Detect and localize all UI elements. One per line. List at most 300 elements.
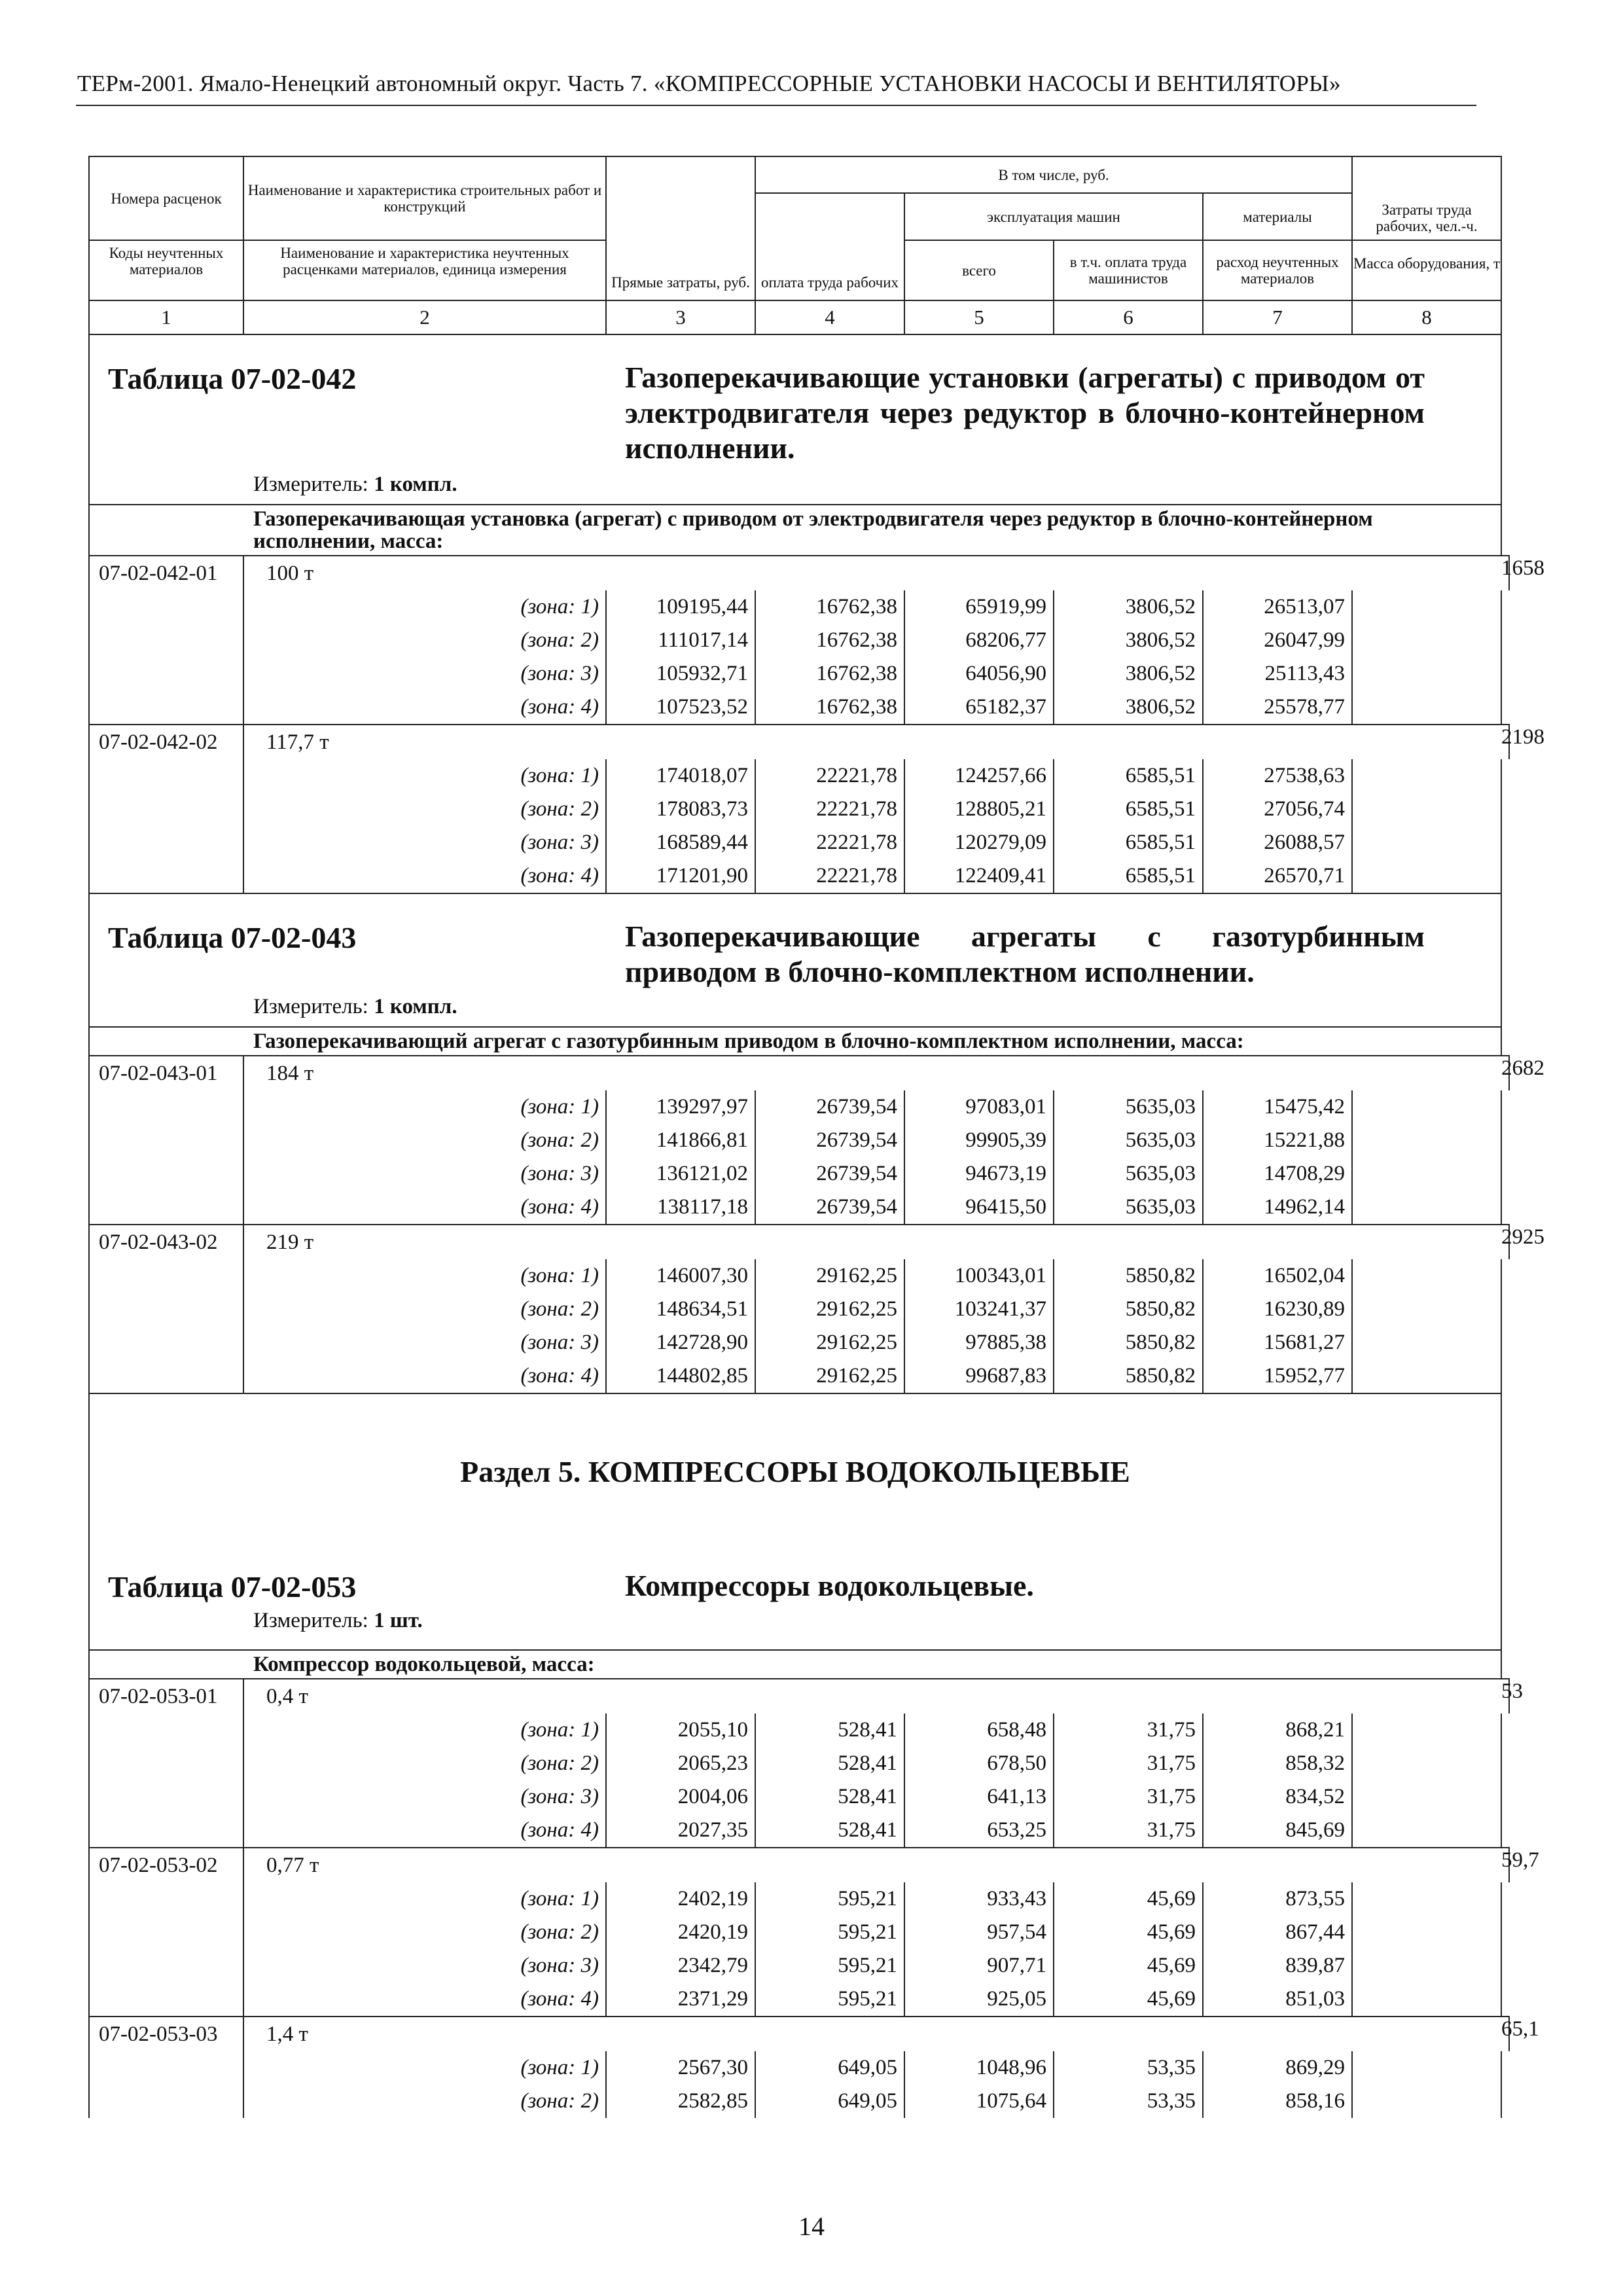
machine-operator-cost: 45,69 [1054, 1882, 1203, 1916]
unit-label: Измеритель: [253, 1609, 368, 1632]
header-rule [76, 105, 1476, 106]
machine-cost: 933,43 [904, 1882, 1054, 1916]
labor-hours-cell [1352, 1814, 1501, 1848]
machine-cost: 65182,37 [904, 691, 1054, 725]
machine-operator-cost: 6585,51 [1054, 859, 1203, 893]
rate-code: 07-02-053-03 [89, 2017, 243, 2118]
table-title-row [89, 1393, 1509, 1650]
zone-label: (зона: 2) [243, 1293, 606, 1326]
labor-hours-cell [1352, 1916, 1501, 1949]
direct-cost: 139297,97 [606, 1090, 755, 1124]
zone-label: (зона: 2) [243, 624, 606, 657]
zone-row [89, 624, 1509, 657]
machine-cost: 653,25 [904, 1814, 1054, 1848]
table-title-block [90, 335, 1501, 504]
direct-cost: 146007,30 [606, 1259, 755, 1293]
materials-cost: 15221,88 [1203, 1124, 1352, 1157]
header-col2-top: Наименование и характеристика строительных работ и конструкций [243, 156, 606, 240]
rate-code: 07-02-043-01 [89, 1056, 243, 1225]
materials-cost: 25578,77 [1203, 691, 1352, 725]
zone-row [89, 759, 1509, 793]
equipment-mass: 65,1 [1501, 2017, 1509, 2051]
zone-row [89, 826, 1509, 859]
machine-operator-cost: 31,75 [1054, 1747, 1203, 1780]
rate-code: 07-02-053-02 [89, 1848, 243, 2017]
labor-cost: 26739,54 [755, 1191, 904, 1225]
table-row [89, 1848, 1509, 1882]
zone-label: (зона: 3) [243, 1326, 606, 1359]
zone-label: (зона: 1) [243, 1882, 606, 1916]
zone-row [89, 691, 1509, 725]
rate-mass-label: 117,7 т [266, 730, 329, 754]
direct-cost: 111017,14 [606, 624, 755, 657]
header-col1-bottom: Коды неучтенных материалов [89, 240, 243, 300]
direct-cost: 136121,02 [606, 1157, 755, 1191]
zone-row [89, 1982, 1509, 2017]
group-row [89, 1027, 1509, 1056]
rate-mass-label: 1,4 т [266, 2022, 308, 2046]
rate-mass-label: 184 т [266, 1062, 314, 1085]
direct-cost: 2402,19 [606, 1882, 755, 1916]
labor-hours-cell [1352, 1713, 1501, 1747]
zone-row [89, 793, 1509, 826]
table-title-row [89, 893, 1509, 1027]
column-number: 7 [1203, 300, 1352, 334]
header-materials: материалы [1203, 193, 1352, 240]
zone-row [89, 1124, 1509, 1157]
machine-cost: 100343,01 [904, 1259, 1054, 1293]
direct-cost: 174018,07 [606, 759, 755, 793]
direct-cost: 107523,52 [606, 691, 755, 725]
materials-cost: 868,21 [1203, 1713, 1352, 1747]
zone-label: (зона: 2) [243, 1124, 606, 1157]
labor-cost: 16762,38 [755, 624, 904, 657]
zone-label: (зона: 1) [243, 1713, 606, 1747]
equipment-mass: 2198 [1501, 725, 1509, 759]
labor-hours-cell [1352, 1326, 1501, 1359]
labor-hours-cell [1352, 1882, 1501, 1916]
labor-cost: 22221,78 [755, 793, 904, 826]
machine-cost: 94673,19 [904, 1157, 1054, 1191]
zone-label: (зона: 4) [243, 1814, 606, 1848]
table-title-block [90, 1394, 1501, 1649]
direct-cost: 2567,30 [606, 2051, 755, 2085]
table-row [89, 1056, 1509, 1090]
materials-cost: 15681,27 [1203, 1326, 1352, 1359]
header-machines-total: всего [904, 240, 1054, 300]
machine-cost: 65919,99 [904, 590, 1054, 624]
zone-row [89, 1259, 1509, 1293]
rate-description [243, 2017, 1501, 2051]
labor-hours-cell [1352, 1090, 1501, 1124]
machine-operator-cost: 6585,51 [1054, 759, 1203, 793]
zone-label: (зона: 1) [243, 759, 606, 793]
direct-cost: 171201,90 [606, 859, 755, 893]
machine-operator-cost: 45,69 [1054, 1982, 1203, 2017]
table-title-cell [89, 334, 1501, 505]
machine-operator-cost: 5635,03 [1054, 1090, 1203, 1124]
equipment-mass: 59,7 [1501, 1848, 1509, 1882]
table-unit [253, 995, 457, 1019]
zone-label: (зона: 4) [243, 1359, 606, 1393]
rate-description [243, 725, 1501, 759]
zone-label: (зона: 3) [243, 657, 606, 691]
table-row [89, 1225, 1509, 1259]
column-number: 2 [243, 300, 606, 334]
materials-cost: 839,87 [1203, 1949, 1352, 1982]
column-numbers-row [89, 300, 1509, 334]
zone-label: (зона: 4) [243, 859, 606, 893]
machine-cost: 925,05 [904, 1982, 1054, 2017]
labor-cost: 16762,38 [755, 691, 904, 725]
machine-operator-cost: 5850,82 [1054, 1326, 1203, 1359]
header-machines: эксплуатация машин [904, 193, 1203, 240]
materials-cost: 26047,99 [1203, 624, 1352, 657]
zone-row [89, 1191, 1509, 1225]
zone-label: (зона: 2) [243, 2085, 606, 2118]
labor-cost: 649,05 [755, 2051, 904, 2085]
materials-cost: 27538,63 [1203, 759, 1352, 793]
labor-hours-cell [1352, 624, 1501, 657]
zone-label: (зона: 1) [243, 2051, 606, 2085]
rate-mass-label: 219 т [266, 1230, 314, 1254]
materials-cost: 851,03 [1203, 1982, 1352, 2017]
rate-description [243, 1056, 1501, 1090]
column-number: 4 [755, 300, 904, 334]
zone-label: (зона: 2) [243, 1747, 606, 1780]
machine-cost: 97083,01 [904, 1090, 1054, 1124]
labor-cost: 29162,25 [755, 1326, 904, 1359]
header-machines-labor: в т.ч. оплата труда машинистов [1054, 240, 1203, 300]
materials-cost: 16502,04 [1203, 1259, 1352, 1293]
machine-cost: 120279,09 [904, 826, 1054, 859]
direct-cost: 2420,19 [606, 1916, 755, 1949]
labor-cost: 16762,38 [755, 657, 904, 691]
machine-operator-cost: 5850,82 [1054, 1259, 1203, 1293]
direct-cost: 2582,85 [606, 2085, 755, 2118]
machine-cost: 658,48 [904, 1713, 1054, 1747]
unit-value: 1 компл. [374, 995, 457, 1018]
unit-label: Измеритель: [253, 473, 368, 496]
labor-cost: 595,21 [755, 1949, 904, 1982]
machine-operator-cost: 5635,03 [1054, 1191, 1203, 1225]
header-col8-top: Затраты труда рабочих, чел.-ч. [1352, 156, 1501, 240]
machine-cost: 99687,83 [904, 1359, 1054, 1393]
machine-cost: 68206,77 [904, 624, 1054, 657]
direct-cost: 142728,90 [606, 1326, 755, 1359]
zone-row [89, 859, 1509, 893]
table-caption: Газоперекачивающие установки (агрегаты) с приводом от электродвигателя через редуктор в блочно-контейнерном исполнении. [625, 361, 1425, 465]
labor-hours-cell [1352, 793, 1501, 826]
machine-operator-cost: 45,69 [1054, 1949, 1203, 1982]
materials-cost: 15952,77 [1203, 1359, 1352, 1393]
machine-operator-cost: 5635,03 [1054, 1124, 1203, 1157]
labor-cost: 22221,78 [755, 759, 904, 793]
unit-value: 1 шт. [374, 1609, 423, 1632]
labor-cost: 22221,78 [755, 859, 904, 893]
direct-cost: 2027,35 [606, 1814, 755, 1848]
zone-label: (зона: 3) [243, 826, 606, 859]
labor-hours-cell [1352, 2085, 1501, 2118]
zone-label: (зона: 3) [243, 1949, 606, 1982]
table-title-block [90, 894, 1501, 1026]
table-number: Таблица 07-02-042 [108, 362, 357, 395]
machine-operator-cost: 31,75 [1054, 1713, 1203, 1747]
rate-code: 07-02-042-02 [89, 725, 243, 893]
labor-hours-cell [1352, 1293, 1501, 1326]
machine-cost: 99905,39 [904, 1124, 1054, 1157]
direct-cost: 2371,29 [606, 1982, 755, 2017]
labor-cost: 528,41 [755, 1814, 904, 1848]
rate-code: 07-02-053-01 [89, 1679, 243, 1848]
machine-cost: 907,71 [904, 1949, 1054, 1982]
labor-cost: 26739,54 [755, 1157, 904, 1191]
machine-cost: 1048,96 [904, 2051, 1054, 2085]
direct-cost: 105932,71 [606, 657, 755, 691]
zone-row [89, 1882, 1509, 1916]
rate-description [243, 556, 1501, 590]
machine-operator-cost: 6585,51 [1054, 793, 1203, 826]
labor-hours-cell [1352, 1191, 1501, 1225]
header-col2-bottom: Наименование и характеристика неучтенных расценками материалов, единица измерения [243, 240, 606, 300]
group-description: Компрессор водокольцевой, масса: [89, 1650, 1501, 1679]
direct-cost: 2065,23 [606, 1747, 755, 1780]
equipment-mass: 2682 [1501, 1056, 1509, 1090]
machine-cost: 1075,64 [904, 2085, 1054, 2118]
machine-cost: 96415,50 [904, 1191, 1054, 1225]
materials-cost: 26088,57 [1203, 826, 1352, 859]
column-number: 5 [904, 300, 1054, 334]
labor-cost: 22221,78 [755, 826, 904, 859]
machine-operator-cost: 3806,52 [1054, 624, 1203, 657]
machine-cost: 128805,21 [904, 793, 1054, 826]
materials-cost: 869,29 [1203, 2051, 1352, 2085]
rate-mass-label: 0,4 т [266, 1685, 308, 1708]
column-number: 8 [1352, 300, 1501, 334]
table-caption: Компрессоры водокольцевые. [625, 1569, 1034, 1602]
labor-cost: 595,21 [755, 1882, 904, 1916]
labor-hours-cell [1352, 859, 1501, 893]
price-table [88, 156, 1545, 2118]
table-title-cell [89, 1393, 1501, 1650]
zone-label: (зона: 1) [243, 1259, 606, 1293]
machine-operator-cost: 5850,82 [1054, 1359, 1203, 1393]
labor-cost: 528,41 [755, 1747, 904, 1780]
materials-cost: 858,16 [1203, 2085, 1352, 2118]
header-labor: оплата труда рабочих [755, 193, 904, 300]
labor-hours-cell [1352, 2051, 1501, 2085]
table-row [89, 725, 1509, 759]
direct-cost: 2055,10 [606, 1713, 755, 1747]
labor-hours-cell [1352, 759, 1501, 793]
header-row-1 [89, 156, 1509, 193]
running-header: ТЕРм-2001. Ямало-Ненецкий автономный округ. Часть 7. «КОМПРЕССОРНЫЕ УСТАНОВКИ НАСОСЫ И ВЕНТИЛЯТОРЫ» [77, 71, 1341, 96]
zone-row [89, 1157, 1509, 1191]
rate-description [243, 1679, 1501, 1713]
direct-cost: 168589,44 [606, 826, 755, 859]
labor-cost: 528,41 [755, 1713, 904, 1747]
zone-row [89, 1326, 1509, 1359]
machine-cost: 957,54 [904, 1916, 1054, 1949]
direct-cost: 2004,06 [606, 1780, 755, 1814]
machine-operator-cost: 3806,52 [1054, 657, 1203, 691]
labor-hours-cell [1352, 1259, 1501, 1293]
labor-hours-cell [1352, 1747, 1501, 1780]
header-incl: В том числе, руб. [755, 156, 1352, 193]
header-col3: Прямые затраты, руб. [606, 156, 755, 300]
rate-code: 07-02-042-01 [89, 556, 243, 725]
labor-hours-cell [1352, 1780, 1501, 1814]
unit-label: Измеритель: [253, 995, 368, 1018]
zone-row [89, 1090, 1509, 1124]
equipment-mass: 2925 [1501, 1225, 1509, 1259]
machine-operator-cost: 6585,51 [1054, 826, 1203, 859]
labor-cost: 528,41 [755, 1780, 904, 1814]
materials-cost: 15475,42 [1203, 1090, 1352, 1124]
zone-row [89, 1747, 1509, 1780]
materials-cost: 845,69 [1203, 1814, 1352, 1848]
header-col8-bottom: Масса оборудования, т [1352, 240, 1501, 300]
machine-cost: 678,50 [904, 1747, 1054, 1780]
group-row [89, 505, 1509, 556]
rate-mass-label: 100 т [266, 562, 314, 585]
zone-label: (зона: 4) [243, 1982, 606, 2017]
labor-cost: 26739,54 [755, 1090, 904, 1124]
labor-cost: 16762,38 [755, 590, 904, 624]
zone-row [89, 1949, 1509, 1982]
direct-cost: 141866,81 [606, 1124, 755, 1157]
machine-cost: 97885,38 [904, 1326, 1054, 1359]
machine-cost: 124257,66 [904, 759, 1054, 793]
zone-label: (зона: 2) [243, 1916, 606, 1949]
zone-label: (зона: 2) [243, 793, 606, 826]
equipment-mass: 1658 [1501, 556, 1509, 590]
labor-hours-cell [1352, 590, 1501, 624]
machine-operator-cost: 53,35 [1054, 2085, 1203, 2118]
labor-hours-cell [1352, 1124, 1501, 1157]
labor-hours-cell [1352, 691, 1501, 725]
materials-cost: 14708,29 [1203, 1157, 1352, 1191]
column-number: 1 [89, 300, 243, 334]
table-title-cell [89, 893, 1501, 1027]
machine-operator-cost: 3806,52 [1054, 590, 1203, 624]
rate-code: 07-02-043-02 [89, 1225, 243, 1393]
table-row [89, 2017, 1509, 2051]
machine-cost: 103241,37 [904, 1293, 1054, 1326]
column-number: 6 [1054, 300, 1203, 334]
zone-label: (зона: 3) [243, 1780, 606, 1814]
labor-cost: 26739,54 [755, 1124, 904, 1157]
machine-operator-cost: 3806,52 [1054, 691, 1203, 725]
zone-label: (зона: 1) [243, 590, 606, 624]
zone-row [89, 1780, 1509, 1814]
table-number: Таблица 07-02-053 [108, 1570, 357, 1604]
materials-cost: 27056,74 [1203, 793, 1352, 826]
zone-label: (зона: 1) [243, 1090, 606, 1124]
machine-cost: 641,13 [904, 1780, 1054, 1814]
materials-cost: 26513,07 [1203, 590, 1352, 624]
materials-cost: 873,55 [1203, 1882, 1352, 1916]
table-title-row [89, 334, 1509, 505]
direct-cost: 144802,85 [606, 1359, 755, 1393]
group-description: Газоперекачивающая установка (агрегат) с приводом от электродвигателя через редуктор в блочно-контейнерном исполнении, масса: [89, 505, 1501, 556]
materials-cost: 858,32 [1203, 1747, 1352, 1780]
labor-hours-cell [1352, 1949, 1501, 1982]
zone-row [89, 2051, 1509, 2085]
zone-label: (зона: 4) [243, 691, 606, 725]
machine-operator-cost: 45,69 [1054, 1916, 1203, 1949]
materials-cost: 834,52 [1203, 1780, 1352, 1814]
zone-row [89, 657, 1509, 691]
column-number: 3 [606, 300, 755, 334]
labor-cost: 29162,25 [755, 1293, 904, 1326]
zone-row [89, 1814, 1509, 1848]
group-row [89, 1650, 1509, 1679]
machine-operator-cost: 5635,03 [1054, 1157, 1203, 1191]
table-caption: Газоперекачивающие агрегаты с газотурбинным приводом в блочно-комплектном исполнении. [625, 920, 1425, 988]
materials-cost: 25113,43 [1203, 657, 1352, 691]
labor-hours-cell [1352, 1982, 1501, 2017]
direct-cost: 148634,51 [606, 1293, 755, 1326]
labor-hours-cell [1352, 657, 1501, 691]
machine-cost: 64056,90 [904, 657, 1054, 691]
section-title: Раздел 5. КОМПРЕССОРЫ ВОДОКОЛЬЦЕВЫЕ [460, 1455, 1130, 1488]
table-number: Таблица 07-02-043 [108, 921, 357, 954]
table-row [89, 1679, 1509, 1713]
zone-row [89, 1713, 1509, 1747]
rate-description [243, 1225, 1501, 1259]
equipment-mass: 53 [1501, 1679, 1509, 1713]
materials-cost: 16230,89 [1203, 1293, 1352, 1326]
direct-cost: 178083,73 [606, 793, 755, 826]
page-number: 14 [798, 2212, 825, 2241]
labor-cost: 595,21 [755, 1982, 904, 2017]
machine-operator-cost: 5850,82 [1054, 1293, 1203, 1326]
table-unit [253, 473, 457, 497]
machine-operator-cost: 53,35 [1054, 2051, 1203, 2085]
header-materials-unaccounted: расход неучтенных материалов [1203, 240, 1352, 300]
materials-cost: 14962,14 [1203, 1191, 1352, 1225]
labor-cost: 595,21 [755, 1916, 904, 1949]
machine-operator-cost: 31,75 [1054, 1780, 1203, 1814]
direct-cost: 2342,79 [606, 1949, 755, 1982]
zone-row [89, 1293, 1509, 1326]
unit-value: 1 компл. [374, 473, 457, 496]
zone-label: (зона: 4) [243, 1191, 606, 1225]
zone-label: (зона: 3) [243, 1157, 606, 1191]
materials-cost: 867,44 [1203, 1916, 1352, 1949]
group-description: Газоперекачивающий агрегат с газотурбинным приводом в блочно-комплектном исполнении, масса: [89, 1027, 1501, 1056]
labor-hours-cell [1352, 1359, 1501, 1393]
rate-mass-label: 0,77 т [266, 1854, 319, 1877]
table-row [89, 556, 1509, 590]
rate-description [243, 1848, 1501, 1882]
header-col1-top: Номера расценок [89, 156, 243, 240]
zone-row [89, 1359, 1509, 1393]
direct-cost: 138117,18 [606, 1191, 755, 1225]
materials-cost: 26570,71 [1203, 859, 1352, 893]
labor-cost: 649,05 [755, 2085, 904, 2118]
zone-row [89, 590, 1509, 624]
labor-hours-cell [1352, 826, 1501, 859]
direct-cost: 109195,44 [606, 590, 755, 624]
machine-cost: 122409,41 [904, 859, 1054, 893]
labor-hours-cell [1352, 1157, 1501, 1191]
machine-operator-cost: 31,75 [1054, 1814, 1203, 1848]
zone-row [89, 2085, 1509, 2118]
labor-cost: 29162,25 [755, 1359, 904, 1393]
labor-cost: 29162,25 [755, 1259, 904, 1293]
